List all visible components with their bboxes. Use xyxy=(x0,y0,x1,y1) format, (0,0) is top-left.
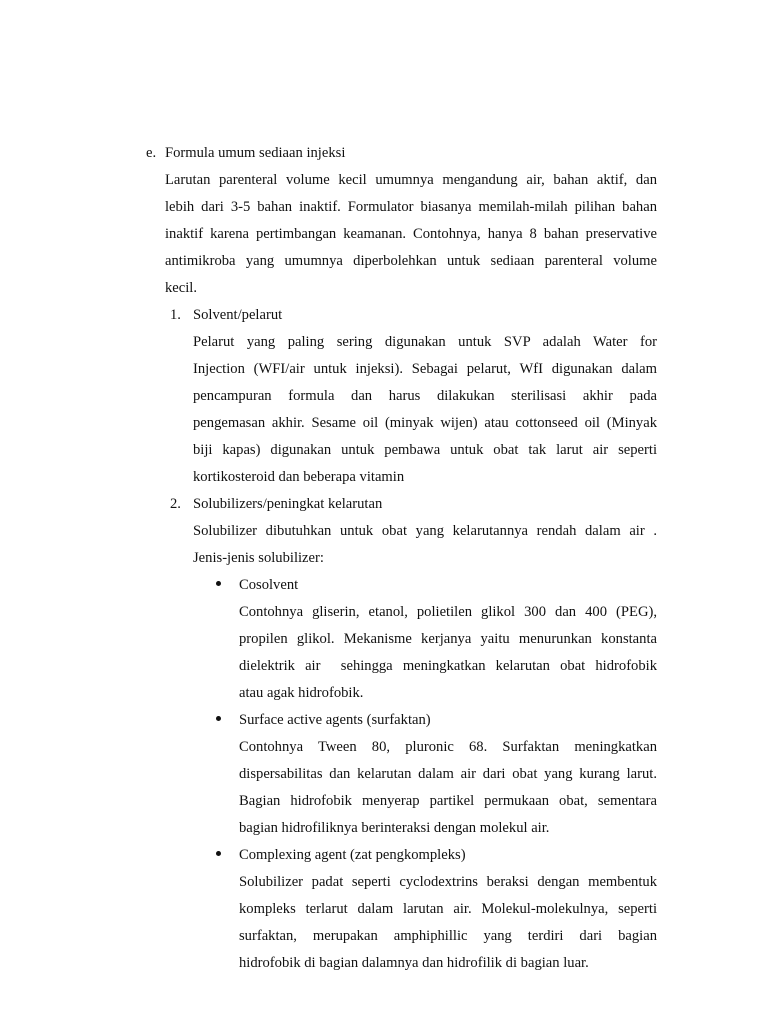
bullet-3-line: surfaktan, merupakan amphiphillic yang terdiri dari bagian xyxy=(239,928,657,944)
bullet-1-line: propilen glikol. Mekanisme kerjanya yaitu menurunkan konstanta xyxy=(239,631,657,647)
section-marker: e. xyxy=(146,145,157,161)
item-1-title: Solvent/pelarut xyxy=(193,307,283,323)
item-2-line: Jenis-jenis solubilizer: xyxy=(193,550,324,566)
intro-line: lebih dari 3-5 bahan inaktif. Formulator biasanya memilah-milah pilihan bahan xyxy=(165,199,657,215)
item-1-line: Pelarut yang paling sering digunakan untuk SVP adalah Water for xyxy=(193,334,657,350)
intro-line: antimikroba yang umumnya diperbolehkan untuk sediaan parenteral volume xyxy=(165,253,657,269)
bullet-2-line: bagian hidrofiliknya berinteraksi dengan molekul air. xyxy=(239,820,550,836)
bullet-dot xyxy=(216,851,221,856)
item-2-marker: 2. xyxy=(170,496,181,512)
bullet-2-line: Contohnya Tween 80, pluronic 68. Surfaktan meningkatkan xyxy=(239,739,657,755)
bullet-1-line: atau agak hidrofobik. xyxy=(239,685,364,701)
bullet-1-line: dielektrik air sehingga meningkatkan kelarutan obat hidrofobik xyxy=(239,658,657,674)
bullet-dot xyxy=(216,581,221,586)
bullet-dot xyxy=(216,716,221,721)
bullet-3-line: hidrofobik di bagian dalamnya dan hidrofilik di bagian luar. xyxy=(239,955,589,971)
bullet-3-title: Complexing agent (zat pengkompleks) xyxy=(239,847,466,863)
item-1-line: biji kapas) digunakan untuk pembawa untuk obat tak larut air seperti xyxy=(193,442,657,458)
bullet-1-line: Contohnya gliserin, etanol, polietilen glikol 300 dan 400 (PEG), xyxy=(239,604,657,620)
item-2-line: Solubilizer dibutuhkan untuk obat yang kelarutannya rendah dalam air . xyxy=(193,523,657,539)
intro-line: inaktif karena pertimbangan keamanan. Contohnya, hanya 8 bahan preservative xyxy=(165,226,657,242)
item-2-title: Solubilizers/peningkat kelarutan xyxy=(193,496,383,512)
item-1-marker: 1. xyxy=(170,307,181,323)
item-1-line: pengemasan akhir. Sesame oil (minyak wijen) atau cottonseed oil (Minyak xyxy=(193,415,657,431)
item-1-line: Injection (WFI/air untuk injeksi). Sebagai pelarut, WfI digunakan dalam xyxy=(193,361,657,377)
bullet-2-line: dispersabilitas dan kelarutan dalam air dari obat yang kurang larut. xyxy=(239,766,657,782)
bullet-3-line: Solubilizer padat seperti cyclodextrins beraksi dengan membentuk xyxy=(239,874,657,890)
bullet-1-title: Cosolvent xyxy=(239,577,299,593)
section-title: Formula umum sediaan injeksi xyxy=(165,145,346,161)
bullet-2-title: Surface active agents (surfaktan) xyxy=(239,712,431,728)
bullet-3-line: kompleks terlarut dalam larutan air. Molekul-molekulnya, seperti xyxy=(239,901,657,917)
intro-line: Larutan parenteral volume kecil umumnya mengandung air, bahan aktif, dan xyxy=(165,172,657,188)
item-1-line: pencampuran formula dan harus dilakukan sterilisasi akhir pada xyxy=(193,388,657,404)
bullet-2-line: Bagian hidrofobik menyerap partikel permukaan obat, sementara xyxy=(239,793,657,809)
item-1-line: kortikosteroid dan beberapa vitamin xyxy=(193,469,405,485)
intro-line: kecil. xyxy=(165,280,198,296)
